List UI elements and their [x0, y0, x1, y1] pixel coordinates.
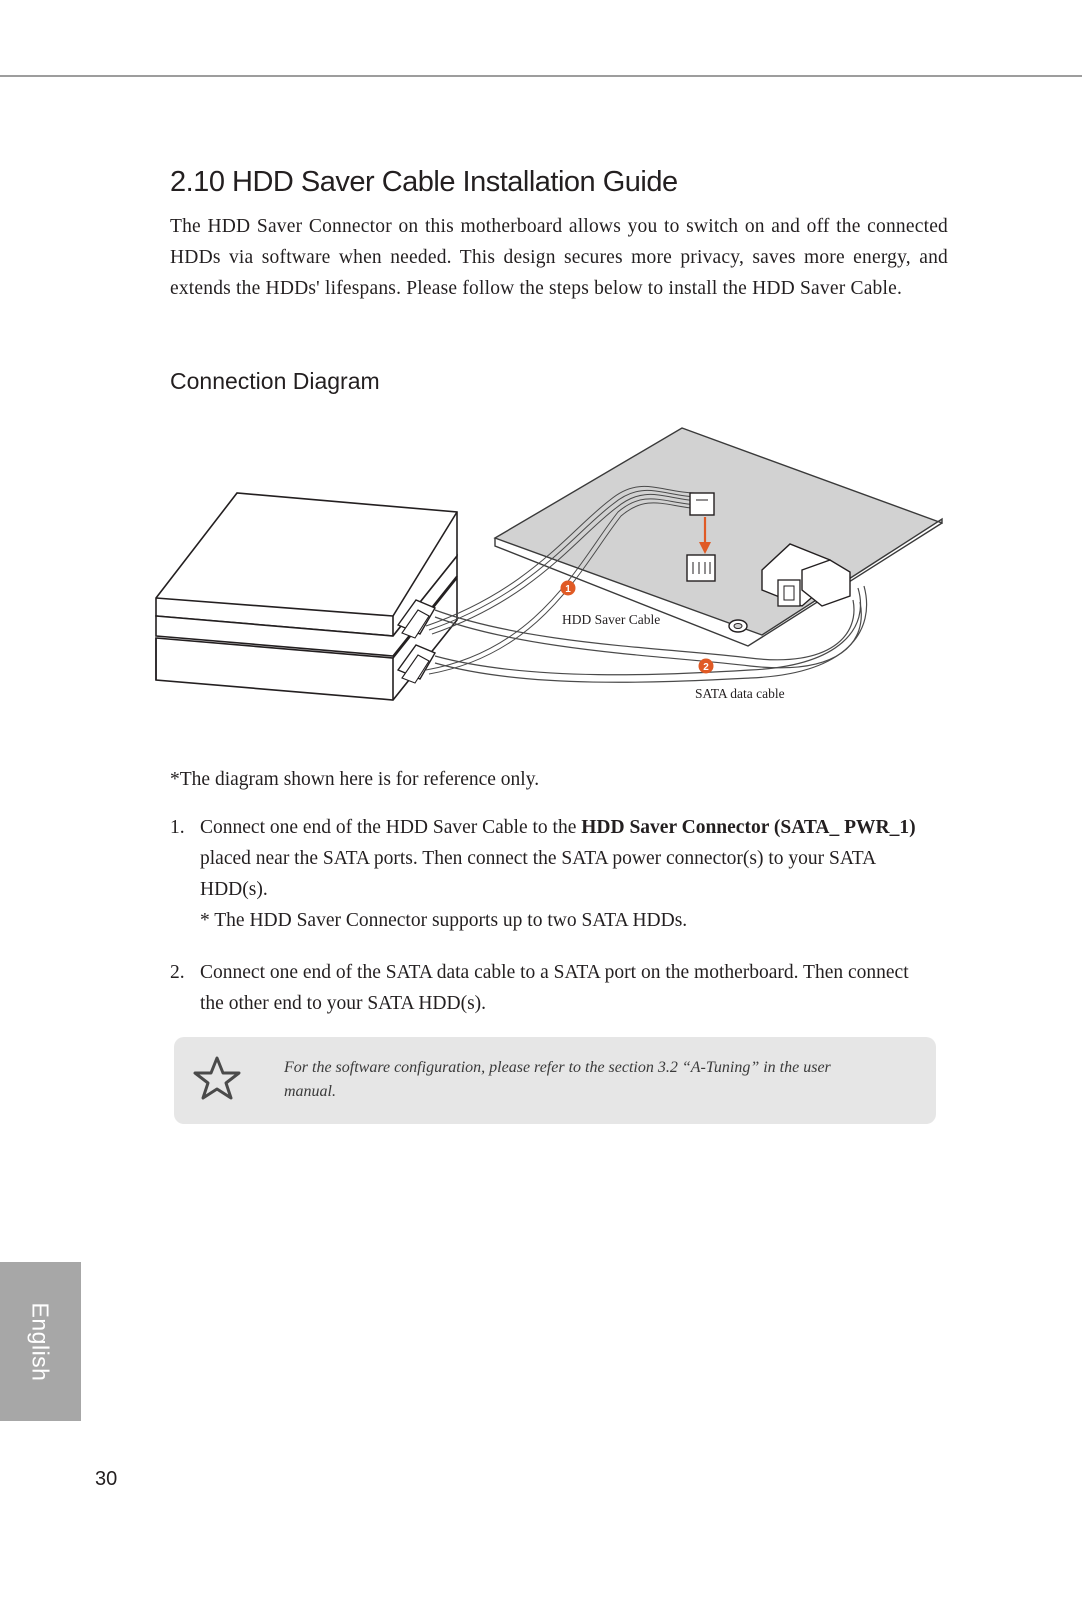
page-number: 30: [95, 1468, 118, 1490]
language-tab: [0, 1262, 81, 1421]
marker-2: [699, 659, 714, 674]
step-item: [170, 812, 930, 936]
tip-text: For the software configuration, please refer to the section 3.2 “A-Tuning” in the user manual.: [284, 1059, 831, 1100]
svg-text:2: 2: [703, 662, 709, 673]
connector-name: HDD Saver Connector (SATA_ PWR_1): [581, 817, 916, 838]
step-text: Connect one end of the HDD Saver Cable to the HDD Saver Connector (SATA_ PWR_1) placed near the SATA ports. Then connect the SATA power connector(s) to your SATA HDD(s).: [200, 817, 916, 900]
step-number: 2.: [170, 962, 185, 983]
header-rule: [0, 75, 1082, 77]
step-footnote: * The HDD Saver Connector supports up to two SATA HDDs.: [200, 910, 688, 931]
star-icon: [192, 1055, 242, 1101]
reference-note: *The diagram shown here is for reference only.: [170, 769, 540, 790]
step-number: 1.: [170, 817, 185, 838]
marker-1: [561, 581, 576, 596]
label-hdd-saver-cable: HDD Saver Cable: [562, 612, 661, 627]
step-text: Connect one end of the SATA data cable to a SATA port on the motherboard. Then connect the other end to your SATA HDD(s).: [200, 962, 909, 1014]
label-sata-data-cable: SATA data cable: [695, 686, 785, 701]
svg-text:1: 1: [565, 584, 571, 595]
intro-paragraph: The HDD Saver Connector on this motherboard allows you to switch on and off the connected HDDs via software when needed. This design secures more privacy, saves more energy, and extends the HDDs' lifespans. Please follow the steps below to install the HDD Saver Cable.: [170, 216, 948, 299]
diagram-heading: Connection Diagram: [170, 368, 380, 394]
connection-diagram: [150, 420, 970, 720]
installation-steps: [170, 812, 930, 1019]
step-item: [170, 957, 930, 1019]
tip-box: [174, 1037, 936, 1124]
section-title: 2.10 HDD Saver Cable Installation Guide: [170, 166, 678, 198]
language-label: English: [27, 1302, 54, 1382]
